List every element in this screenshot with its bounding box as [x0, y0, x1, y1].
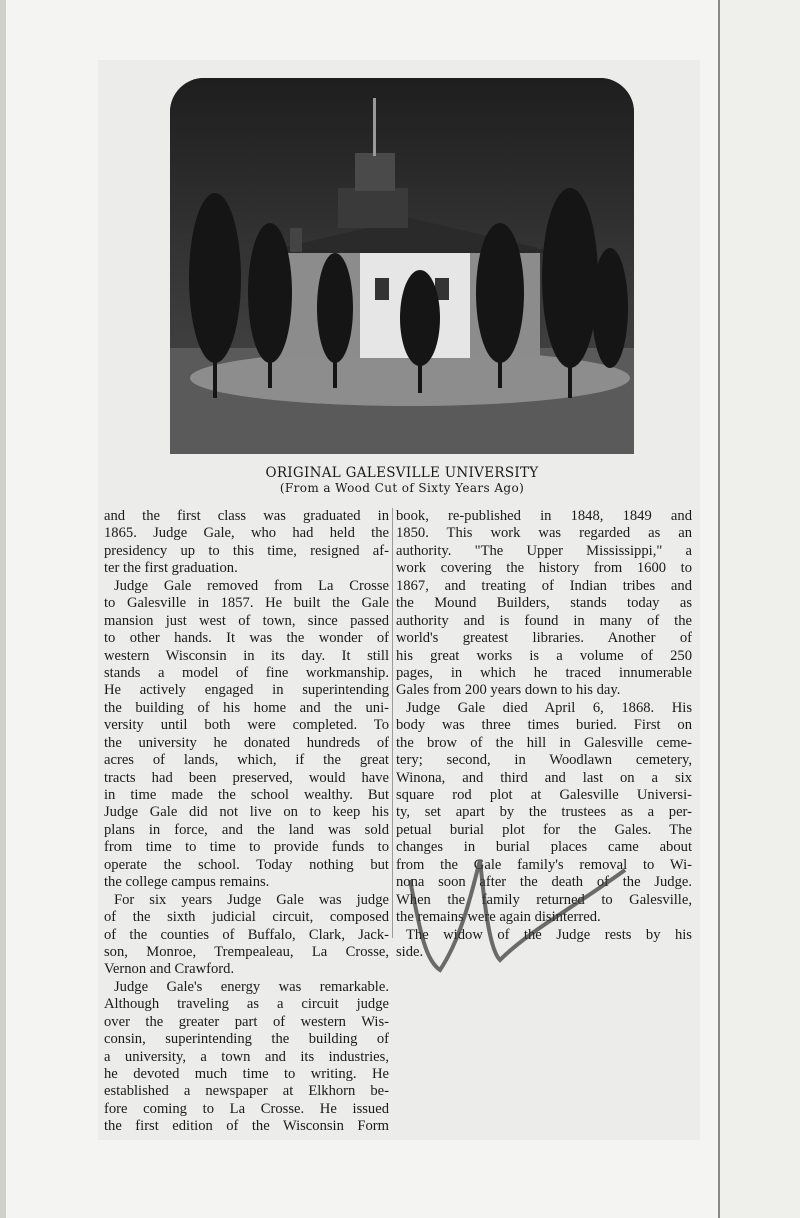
- article-line: the brow of the hill in Galesville ceme-: [396, 734, 692, 751]
- article-line: over the greater part of western Wis-: [104, 1013, 389, 1030]
- article-line: work covering the history from 1600 to: [396, 560, 692, 577]
- article-paragraph: [396, 700, 692, 927]
- article-line: to other hands. It was the wonder of: [104, 630, 389, 647]
- article-line: of the counties of Buffalo, Clark, Jack-: [104, 926, 389, 943]
- scan-edge: [0, 0, 6, 1218]
- article-line: 1867, and treating of Indian tribes and: [396, 577, 692, 594]
- article-line: plans in force, and the land was sold: [104, 821, 389, 838]
- article-line: Judge Gale removed from La Crosse: [114, 577, 389, 594]
- article-line: authority. "The Upper Mississippi," a: [396, 542, 692, 559]
- article-line: the first edition of the Wisconsin Form: [104, 1118, 389, 1135]
- article-line: Winona, and third and last on a six: [396, 769, 692, 786]
- article-paragraph: [104, 578, 389, 892]
- article-line: and the first class was graduated in: [104, 508, 389, 524]
- article-line: changes in burial places came about: [396, 839, 692, 856]
- article-line: the university he donated hundreds of: [104, 734, 389, 751]
- page-fold-line: [718, 0, 720, 1218]
- article-line: When the family returned to Galesville,: [396, 891, 692, 908]
- article-line: square rod plot at Galesville Universi-: [396, 787, 692, 803]
- caption-title: ORIGINAL GALESVILLE UNIVERSITY: [265, 465, 539, 481]
- article-line: ty, set apart by the trustees as a per-: [396, 804, 692, 821]
- article-line: ter the first graduation.: [104, 560, 238, 577]
- article-line: versity until both were completed. To: [104, 717, 389, 734]
- article-line: Judge Gale died April 6, 1868. His: [406, 699, 692, 716]
- article-line: presidency up to this time, resigned af-: [104, 542, 389, 559]
- article-line: For six years Judge Gale was judge: [114, 891, 389, 908]
- article-paragraph: [396, 508, 692, 700]
- article-line: The widow of the Judge rests by his: [406, 926, 692, 943]
- article-line: pages, in which he traced innumerable: [396, 664, 692, 681]
- article-line: fore coming to La Crosse. He issued: [104, 1100, 389, 1117]
- article-line: body was three times buried. First on: [396, 717, 692, 734]
- article-line: a university, a town and its industries,: [104, 1048, 389, 1065]
- article-paragraph: [396, 927, 692, 962]
- article-line: stands a model of fine workmanship.: [104, 664, 389, 681]
- article-line: world's greatest libraries. Another of: [396, 630, 692, 647]
- article-paragraph: [104, 508, 389, 578]
- article-line: of the sixth judicial circuit, composed: [104, 909, 389, 926]
- article-column-right: [396, 508, 692, 961]
- article-line: Although traveling as a circuit judge: [104, 996, 389, 1013]
- article-line: tery; second, in Woodlawn cemetery,: [396, 752, 692, 769]
- article-line: the building of his home and the uni-: [104, 699, 389, 716]
- article-line: Judge Gale's energy was remarkable.: [114, 978, 389, 995]
- article-line: 1865. Judge Gale, who had held the: [104, 525, 389, 542]
- article-line: Gales from 200 years down to his day.: [396, 682, 621, 699]
- article-line: established a newspaper at Elkhorn be-: [104, 1083, 389, 1100]
- article-line: to Galesville in 1857. He built the Gale: [104, 595, 389, 612]
- article-line: Judge Gale did not live on to keep his: [104, 804, 389, 821]
- university-woodcut-image: [170, 78, 634, 454]
- column-divider: [392, 508, 393, 938]
- article-line: the Mound Builders, stands today as: [396, 595, 692, 612]
- article-line: his great works is a volume of 250: [396, 647, 692, 664]
- article-line: Vernon and Crawford.: [104, 961, 235, 978]
- blank-margin: [720, 0, 800, 1218]
- article-column-left: [104, 508, 389, 1136]
- article-line: he devoted much time to writing. He: [104, 1066, 389, 1082]
- article-line: from time to time to provide funds to: [104, 839, 389, 856]
- article-line: authority and is found in many of the: [396, 612, 692, 629]
- article-paragraph: [104, 979, 389, 1136]
- article-line: mansion just west of town, since passed: [104, 612, 389, 629]
- article-paragraph: [104, 892, 389, 979]
- woodcut-illustration: [170, 78, 634, 454]
- article-line: western Wisconsin in its day. It still: [104, 647, 389, 664]
- article-line: 1850. This work was regarded as an: [396, 525, 692, 542]
- article-line: the remains were again disinterred.: [396, 909, 601, 926]
- article-line: in time made the school wealthy. But: [104, 787, 389, 803]
- article-line: acres of lands, which, if the great: [104, 752, 389, 769]
- article-line: side.: [396, 943, 424, 960]
- article-line: consin, superintending the building of: [104, 1031, 389, 1048]
- article-line: son, Monroe, Trempealeau, La Crosse,: [104, 943, 389, 960]
- article-line: the college campus remains.: [104, 874, 270, 891]
- article-line: He actively engaged in superintending: [104, 682, 389, 699]
- article-line: from the Gale family's removal to Wi-: [396, 856, 692, 873]
- article-line: operate the school. Today nothing but: [104, 856, 389, 873]
- article-line: petual burial plot for the Gales. The: [396, 821, 692, 838]
- article-line: tracts had been preserved, would have: [104, 769, 389, 786]
- caption-subtitle: (From a Wood Cut of Sixty Years Ago): [279, 481, 525, 495]
- image-caption: [170, 465, 634, 495]
- article-line: book, re-published in 1848, 1849 and: [396, 508, 692, 524]
- article-line: nona soon after the death of the Judge.: [396, 874, 692, 891]
